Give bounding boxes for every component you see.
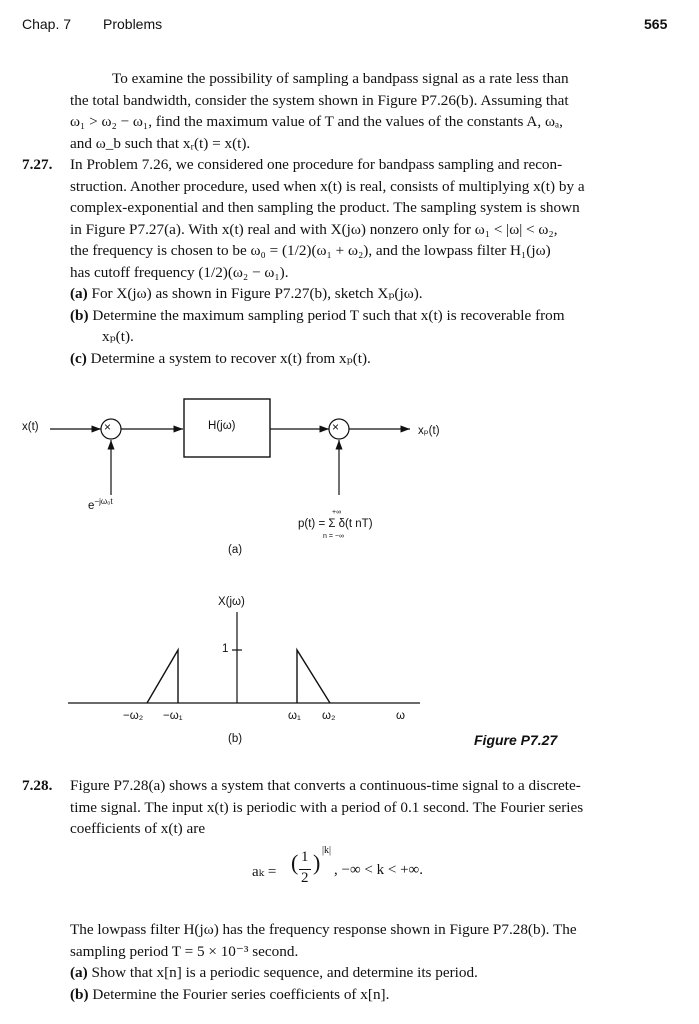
text-line: coefficients of x(t) are [70,820,206,837]
y-axis-label: X(jω) [218,596,245,608]
block-diagram [0,385,699,570]
part-label: (a) [70,964,88,981]
text-line: has cutoff frequency (1/2)(ω₂ − ω₁). [70,263,289,281]
spectrum-left [147,650,178,703]
part-a [70,962,675,984]
text-line: To examine the possibility of sampling a bandpass signal as a rate less than [112,70,569,87]
text-line: In Problem 7.26, we considered one procedure for bandpass sampling and recon- [70,156,563,173]
x-tick-label: ω₂ [322,710,336,722]
x-axis-label: ω [396,710,405,722]
part-c [70,348,675,370]
x-tick-label: −ω₁ [163,710,183,722]
part-text: Determine the maximum sampling period T such that x(t) is recoverable from [92,306,565,324]
sum-lower: n = −∞ [323,533,344,540]
fraction-denominator: 2 [301,870,309,886]
part-text: Determine the Fourier series coefficients of x[n]. [92,985,390,1003]
input-label: x(t) [22,421,39,433]
text-line: ω₁ > ω₂ − ω₁, find the maximum value of T and the values of the constants A, ωₐ, [70,113,563,130]
part-text: Determine a system to recover x(t) from xₚ(t). [90,349,371,367]
filter-label: H(jω) [208,420,236,432]
part-b [70,984,675,1006]
x-tick-label: ω₁ [288,710,301,722]
text-line: struction. Another procedure, used when x(t) is real, consists of multiplying x(t) by a [70,177,585,195]
equation-exponent: |k| [322,845,332,856]
spectrum-right [297,650,330,703]
chapter-label: Chap. 7 [22,16,72,32]
part-label: (a) [70,285,88,302]
part-label: (b) [70,306,89,324]
multiply-symbol: × [332,420,340,434]
text-line: the total bandwidth, consider the system shown in Figure P7.26(b). Assuming that [70,91,569,109]
intro-paragraph [70,68,675,154]
part-text: For X(jω) as shown in Figure P7.27(b), sketch Xₚ(jω). [91,285,423,302]
figure-a-caption: (a) [228,544,243,556]
page-number: 565 [644,16,668,32]
text-line: sampling period T = 5 × 10⁻³ second. [70,942,299,960]
text-line: complex-exponential and then sampling the product. The sampling system is shown [70,199,580,216]
part-text: Show that x[n] is a periodic sequence, and determine its period. [91,964,478,981]
part-label: (b) [70,985,89,1003]
part-label: (c) [70,349,87,367]
exp-sup: −jω₀t [94,497,113,506]
part-b-cont: xₚ(t). [102,328,134,345]
equation-paren-right: ) [313,850,321,875]
problem-727-text [70,154,675,369]
x-tick-label: −ω₂ [123,710,144,722]
text-line: the frequency is chosen to be ω₀ = (1/2)(ω₁ + ω₂), and the lowpass filter H₁(jω) [70,242,551,259]
fraction-numerator: 1 [301,849,309,865]
equation-lhs: aₖ = [252,864,277,880]
equation-paren-left: ( [291,850,299,875]
impulse-label: p(t) = Σ δ(t nT) [298,518,373,530]
equation-range: , −∞ < k < +∞. [334,862,423,878]
text-line: and ω_b such that xᵣ(t) = x(t). [70,134,251,152]
exp-label [88,497,113,512]
problem-number: 7.28. [22,777,53,794]
sum-upper: +∞ [332,509,342,516]
figure-b-caption: (b) [228,733,243,745]
part-b [70,305,675,327]
text-line: Figure P7.28(a) shows a system that converts a continuous-time signal to a discrete- [70,777,581,794]
output-label: xₚ(t) [418,425,440,437]
problem-728-text-2 [70,919,675,1005]
part-a [70,283,675,305]
section-label: Problems [103,16,163,32]
multiply-symbol: × [104,420,112,434]
y-tick-label: 1 [222,643,229,655]
problem-number: 7.27. [22,156,53,173]
problem-728-text [70,775,675,840]
text-line: The lowpass filter H(jω) has the frequency response shown in Figure P7.28(b). The [70,921,577,938]
spectrum-plot [0,590,699,730]
exp-base: e [88,499,95,512]
text-line: time signal. The input x(t) is periodic with a period of 0.1 second. The Fourier series [70,798,584,816]
text-line: in Figure P7.27(a). With x(t) real and with X(jω) nonzero only for ω₁ < |ω| < ω₂, [70,220,558,238]
figure-title: Figure P7.27 [474,732,558,748]
